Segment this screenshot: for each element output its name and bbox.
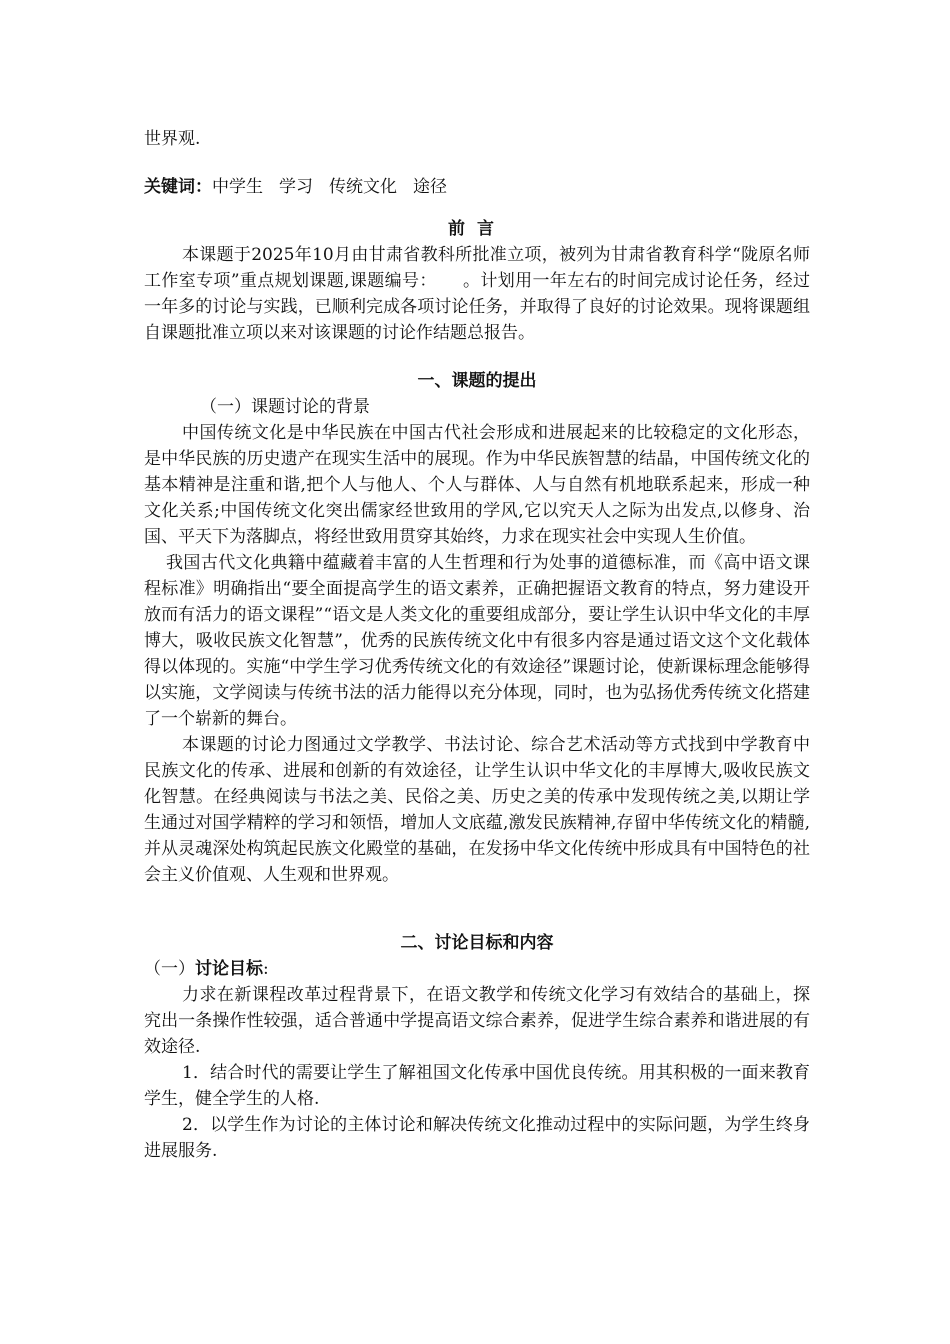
keyword-item: 途径 <box>413 177 447 197</box>
section-1-subtitle: （一）课题讨论的背景 <box>200 397 370 417</box>
keyword-item: 学习 <box>279 177 313 197</box>
preface-paragraph: 本课题于2025年10月由甘肃省教科所批准立项，被列为甘肃省教育科学“陇原名师工作室专项”重点规划课题,课题编号： 。计划用一年左右的时间完成讨论任务，经过一年多的讨论与实践，已顺利完成各项讨论任务，并取得了良好的讨论效果。现将课题组自课题批准立项以来对该课题的讨论作结题总报告。 <box>144 245 810 343</box>
preface-title: 前言 <box>448 219 506 239</box>
section-2-subtitle-prefix: （一） <box>144 959 195 979</box>
keywords-label: 关键词： <box>144 177 212 197</box>
section-2-title: 二、讨论目标和内容 <box>400 933 554 953</box>
section-2-subtitle-suffix: : <box>263 959 269 979</box>
section-2-subtitle <box>144 956 810 982</box>
keyword-item: 中学生 <box>212 177 263 197</box>
keyword-item: 传统文化 <box>329 177 397 197</box>
section-2-paragraph: 1．结合时代的需要让学生了解祖国文化传承中国优良传统。用其积极的一面来教育学生，健全学生的人格. <box>144 1063 810 1109</box>
section-2-paragraph: 力求在新课程改革过程背景下，在语文教学和传统文化学习有效结合的基础上，探究出一条操作性较强，适合普通中学提高语文综合素养，促进学生综合素养和谐进展的有效途径. <box>144 985 810 1057</box>
keywords-line <box>144 174 810 200</box>
section-1-paragraph: 我国古代文化典籍中蕴藏着丰富的人生哲理和行为处事的道德标准，而《高中语文课程标准》明确指出“要全面提高学生的语文素养，正确把握语文教育的特点，努力建设开放而有活力的语文课程”“语文是人类文化的重要组成部分，要让学生认识中华文化的丰厚博大，吸收民族文化智慧”，优秀的民族传统文化中有很多内容是通过语文这个文化载体得以体现的。实施“中学生学习优秀传统文化的有效途径”课题讨论，使新课标理念能够得以实施，文学阅读与传统书法的活力能得以充分体现，同时，也为弘扬优秀传统文化搭建了一个崭新的舞台。 <box>144 553 810 729</box>
section-2-paragraph: 2．以学生作为讨论的主体讨论和解决传统文化推动过程中的实际问题，为学生终身进展服务. <box>144 1115 810 1161</box>
section-1-title: 一、课题的提出 <box>417 371 537 391</box>
section-2-subtitle-text: 讨论目标 <box>195 959 263 979</box>
section-1-paragraph: 中国传统文化是中华民族在中国古代社会形成和进展起来的比较稳定的文化形态，是中华民族的历史遗产在现实生活中的展现。作为中华民族智慧的结晶，中国传统文化的基本精神是注重和谐,把个人与他人、个人与群体、人与自然有机地联系起来，形成一种文化关系;中国传统文化突出儒家经世致用的学风,它以究天人之际为出发点,以修身、治国、平天下为落脚点，将经世致用贯穿其始终，力求在现实社会中实现人生价值。 <box>144 423 810 547</box>
section-1-paragraph: 本课题的讨论力图通过文学教学、书法讨论、综合艺术活动等方式找到中学教育中民族文化的传承、进展和创新的有效途径，让学生认识中华文化的丰厚博大,吸收民族文化智慧。在经典阅读与书法之美、民俗之美、历史之美的传承中发现传统之美,以期让学生通过对国学精粹的学习和领悟，增加人文底蕴,激发民族精神,存留中华传统文化的精髓,并从灵魂深处构筑起民族文化殿堂的基础，在发扬中华文化传统中形成具有中国特色的社会主义价值观、人生观和世界观。 <box>144 735 810 885</box>
intro-tail-text: 世界观. <box>144 129 201 149</box>
